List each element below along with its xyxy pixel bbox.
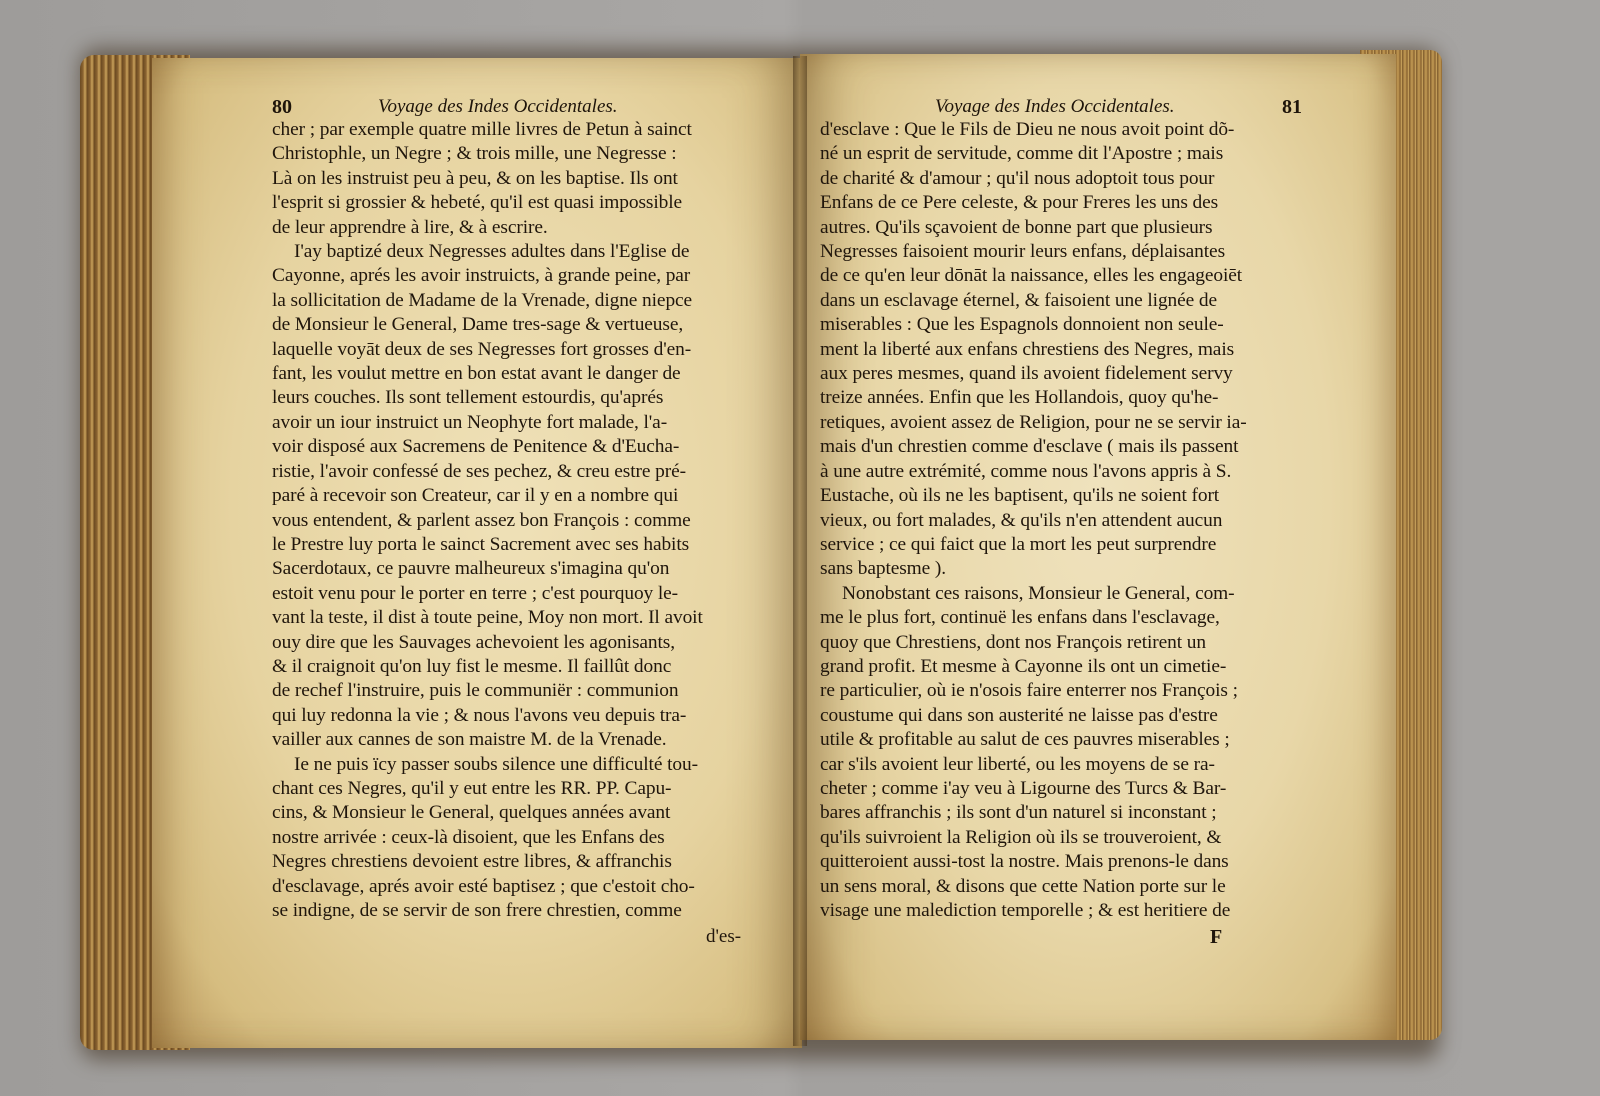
text-line: autres. Qu'ils sçavoient de bonne part que plusieurs [820,216,1213,238]
left-page-text [272,118,742,923]
text-line: Eustache, où ils ne les baptisent, qu'ils ne soient fort [820,485,1220,507]
text-line: sans baptesme ). [820,558,947,580]
text-line: voir disposé aux Sacremens de Penitence & d'Eucha- [272,436,680,458]
text-line: de Monsieur le General, Dame tres-sage & vertueuse, [272,314,684,336]
text-line: ristie, l'avoir confessé de ses pechez, & creu estre pré- [272,460,686,482]
text-line: Enfans de ce Pere celeste, & pour Freres les uns des [820,192,1219,214]
text-line: estoit venu pour le porter en terre ; c'est pourquoy le- [272,582,679,604]
text-line: treize années. Enfin que les Hollandois, quoy qu'he- [820,387,1219,409]
text-line: quoy que Chrestiens, dont nos François retirent un [820,631,1206,653]
text-line: dans un esclavage éternel, & faisoient une lignée de [820,289,1217,311]
signature-mark: F [1210,926,1223,948]
text-line: cheter ; comme i'ay veu à Ligourne des Turcs & Bar- [820,777,1227,799]
text-line: de ce qu'en leur dōnāt la naissance, elles les engageoiēt [820,265,1243,287]
text-line: né un esprit de servitude, comme dit l'Apostre ; mais [820,143,1224,165]
text-line: bares affranchis ; ils sont d'un naturel si inconstant ; [820,802,1217,824]
left-page-number: 80 [272,96,292,118]
right-page-text [820,118,1302,923]
text-line: & il craignoit qu'on luy fist le mesme. Il faillût donc [272,655,672,677]
text-line: d'esclave : Que le Fils de Dieu ne nous avoit point dõ- [820,119,1235,140]
text-line: cins, & Monsieur le General, quelques années avant [272,802,671,824]
text-line: car s'ils avoient leur liberté, ou les moyens de se ra- [820,753,1215,775]
text-line: ment la liberté aux enfans chrestiens des Negres, mais [820,338,1235,360]
left-running-head: Voyage des Indes Occidentales. [378,96,618,117]
text-line: mais d'un chrestien comme d'esclave ( mais ils passent [820,436,1239,458]
text-line: grand profit. Et mesme à Cayonne ils ont un cimetie- [820,655,1227,677]
right-page-number: 81 [1282,96,1302,118]
text-line: miserables : Que les Espagnols donnoient non seule- [820,314,1224,336]
text-line: chant ces Negres, qu'il y eut entre les RR. PP. Capu- [272,777,672,799]
text-line: Sacerdotaux, ce pauvre malheureux s'imagina qu'on [272,558,670,580]
text-line: vieux, ou fort malades, & qu'ils n'en attendent aucun [820,509,1223,531]
text-line: à une autre extrémité, comme nous l'avons appris à S. [820,460,1232,482]
text-line: Christophle, un Negre ; & trois mille, une Negresse : [272,143,677,165]
text-line: service ; ce qui faict que la mort les peut surprendre [820,533,1217,555]
text-line: avoir un iour instruict un Neophyte fort malade, l'a- [272,411,668,433]
text-line: fant, les voulut mettre en bon estat avant le danger de [272,363,681,385]
text-line: de rechef l'instruire, puis le communiër : communion [272,680,679,702]
text-line: Negres chrestiens devoient estre libres, & affranchis [272,851,672,873]
text-line: retiques, avoient assez de Religion, pour ne se servir ia- [820,411,1247,433]
text-line: Ie ne puis ïcy passer soubs silence une difficulté tou- [294,753,698,775]
text-line: vous entendent, & parlent assez bon François : comme [272,509,691,531]
text-line: visage une malediction temporelle ; & est heritiere de [820,900,1231,921]
right-running-head: Voyage des Indes Occidentales. [935,96,1175,117]
text-line: ouy dire que les Sauvages achevoient les agonisants, [272,631,675,653]
text-line: de leur apprendre à lire, & à escrire. [272,216,548,238]
text-line: paré à recevoir son Createur, car il y en a nombre qui [272,485,679,507]
text-line: quitteroient aussi-tost la nostre. Mais prenons-le dans [820,851,1229,873]
text-line: Là on les instruist peu à peu, & on les baptise. Ils ont [272,167,678,189]
text-line: Negresses faisoient mourir leurs enfans, déplaisantes [820,241,1226,263]
text-line: re particulier, où ie n'osois faire enterrer nos François ; [820,680,1238,702]
text-line: leurs couches. Ils sont tellement estourdis, qu'aprés [272,387,664,409]
text-line: aux peres mesmes, quand ils avoient fidelement servy [820,363,1233,385]
text-line: coustume qui dans son austerité ne laisse pas d'estre [820,704,1218,726]
text-line: nostre arrivée : ceux-là disoient, que les Enfans des [272,826,665,848]
text-line: Nonobstant ces raisons, Monsieur le General, com- [842,582,1235,604]
text-line: le Prestre luy porta le sainct Sacrement avec ses habits [272,533,690,555]
text-line: qu'ils suivroient la Religion où ils se trouveroient, & [820,826,1222,848]
text-line: se indigne, de se servir de son frere chrestien, comme [272,900,682,921]
text-line: Cayonne, aprés les avoir instruicts, à grande peine, par [272,265,691,287]
text-line: cher ; par exemple quatre mille livres de Petun à sainct [272,119,692,140]
book-gutter [793,56,807,1046]
text-line: utile & profitable au salut de ces pauvres miserables ; [820,729,1230,751]
text-line: vailler aux cannes de son maistre M. de la Vrenade. [272,729,667,751]
text-line: un sens moral, & disons que cette Nation porte sur le [820,875,1226,897]
left-catchword: d'es- [706,926,742,947]
text-line: l'esprit si grossier & hebeté, qu'il est quasi impossible [272,192,683,214]
text-line: de charité & d'amour ; qu'il nous adoptoit tous pour [820,167,1215,189]
text-line: vant la teste, il dist à toute peine, Moy non mort. Il avoit [272,607,703,629]
text-line: la sollicitation de Madame de la Vrenade, digne niepce [272,289,693,311]
text-line: qui luy redonna la vie ; & nous l'avons veu depuis tra- [272,704,687,726]
text-line: I'ay baptizé deux Negresses adultes dans l'Eglise de [294,241,690,263]
text-line: d'esclavage, aprés avoir esté baptisez ; que c'estoit cho- [272,875,695,897]
text-line: laquelle voyāt deux de ses Negresses fort grosses d'en- [272,338,692,360]
text-line: me le plus fort, continuë les enfans dans l'esclavage, [820,607,1220,629]
